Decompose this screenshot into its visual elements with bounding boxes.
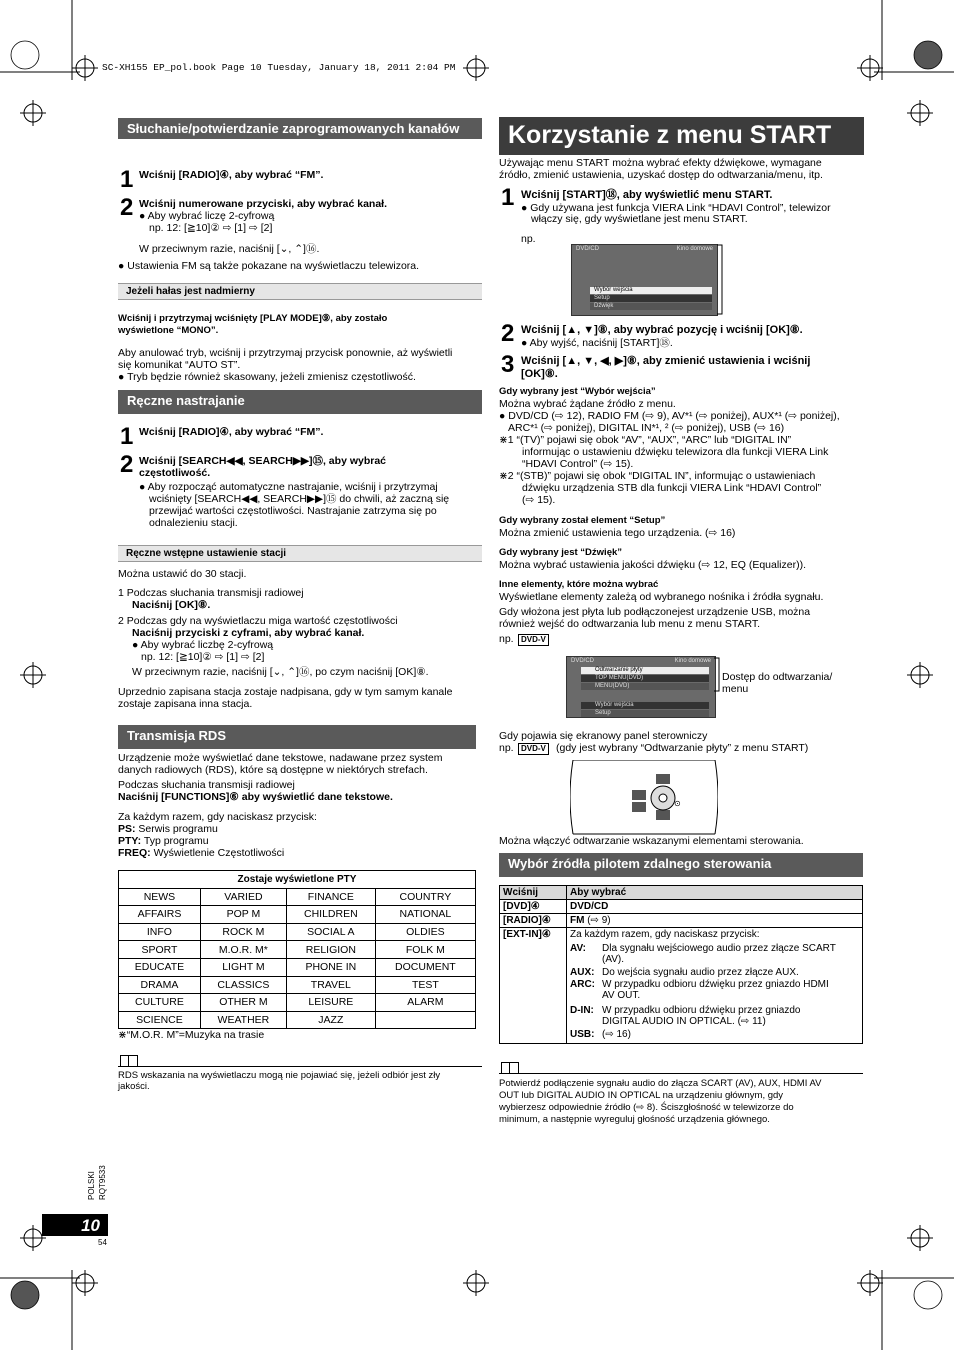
rds-note: jakości.: [118, 1081, 150, 1092]
preset-step: 1 Podczas słuchania transmisji radiowej: [118, 587, 304, 599]
step-bullet: ● Gdy używana jest funkcja VIERA Link “HDAVI Control”, telewizor: [521, 202, 831, 214]
cancel-text: ● Tryb będzie również skasowany, jeżeli zmienisz częstotliwość.: [118, 371, 416, 383]
side-code: RQT9533: [98, 1165, 107, 1200]
step-number: 2: [120, 451, 134, 478]
preset-step: np. 12: [≧10]② ⇨ [1] ⇨ [2]: [141, 651, 265, 663]
rds-text: danych radiowych (RDS), które są dostępne w niektórych strefach.: [118, 764, 428, 776]
pty-cell: SCIENCE: [119, 1011, 201, 1029]
step-note: W przeciwnym razie, naciśnij [⌄, ⌃]⑯.: [139, 243, 320, 255]
pty-cell: RELIGION: [286, 941, 375, 959]
section-title-remote-source: Wybór źródła pilotem zdalnego sterowania: [499, 853, 863, 877]
subheading-manual-preset: Ręczne wstępne ustawienie stacji: [118, 545, 482, 562]
subheading-noise: Jeżeli hałas jest nadmierny: [118, 283, 482, 300]
screen-source: DVD/CD: [571, 658, 595, 664]
rds-ps: PS: Serwis programu: [118, 823, 218, 835]
callout-text: menu: [722, 683, 749, 695]
pty-cell: DOCUMENT: [375, 958, 475, 976]
rds-text: Naciśnij [FUNCTIONS]⑥ aby wyświetlić dane tekstowe.: [118, 791, 393, 803]
step-text: [OK]⑧.: [521, 368, 558, 380]
source-note: wybierzesz odpowiednie źródło (⇨ 8). Ściszgłośność w telewizorze do: [499, 1102, 794, 1113]
pty-cell: PHONE IN: [286, 958, 375, 976]
pty-cell: FINANCE: [286, 888, 375, 906]
when-text: Gdy włożona jest płyta lub podłączonejest urządzenie USB, można: [499, 606, 811, 618]
section-title-preset-listening: Słuchanie/potwierdzanie zaprogramowanych kanałów: [118, 118, 482, 139]
callout-text: Dostęp do odtwarzania/: [722, 671, 833, 683]
overwrite-text: zostaje zapisana inna stacja.: [118, 698, 253, 710]
when-heading: Gdy wybrany jest “Wybór wejścia”: [499, 386, 656, 397]
pty-cell: DRAMA: [119, 976, 201, 994]
menu-item[interactable]: Setup: [590, 295, 712, 302]
pty-cell: ALARM: [375, 994, 475, 1012]
pty-table: [118, 870, 476, 1029]
when-text: informując o ustawieniu dźwięku telewizora dla funkcji VIERA Link: [522, 446, 829, 458]
source-key: [RADIO]④: [500, 914, 567, 928]
rds-note: RDS wskazania na wyświetlaczu mogą nie pojawiać się, jeżeli odbiór jest zły: [118, 1070, 441, 1081]
pty-table-row: [119, 958, 476, 976]
when-text: ⋇2 “(STB)” pojawi się obok “DIGITAL IN”, informując o ustawieniach: [499, 470, 816, 482]
pty-cell: CHILDREN: [286, 906, 375, 924]
step-number: 3: [501, 351, 515, 378]
overwrite-text: Uprzednio zapisana stacja zostaje nadpisana, gdy w tym samym kanale: [118, 686, 453, 698]
when-text: Można wybrać żądane źródło z menu.: [499, 398, 676, 410]
pty-cell: TEST: [375, 976, 475, 994]
pty-cell: [375, 1011, 475, 1029]
pty-cell: WEATHER: [200, 1011, 286, 1029]
preset-step: Naciśnij [OK]⑧.: [132, 599, 211, 611]
when-heading: Gdy wybrany został element “Setup”: [499, 515, 666, 526]
source-note: minimum, a następnie wyreguluj głośność urządzenia głównego.: [499, 1114, 770, 1125]
section-title-manual-tuning: Ręczne nastrajanie: [118, 390, 482, 414]
page-sub-number: 54: [98, 1238, 107, 1247]
menu-item[interactable]: Wybór wejścia: [581, 702, 709, 709]
when-text: ARC*¹ (⇨ poniżej), DIGITAL IN*¹, ² (⇨ poniżej), USB (⇨ 16): [508, 422, 785, 434]
source-table-header: Aby wybrać: [567, 886, 863, 900]
step-text: Wciśnij [▲, ▼, ◀, ▶]⑧, aby zmienić ustawienia i wciśnij: [521, 355, 811, 367]
step-text: Wciśnij [RADIO]④, aby wybrać “FM”.: [139, 169, 324, 181]
rds-text: Za każdym razem, gdy naciskasz przycisk:: [118, 811, 317, 823]
menu-item-selected[interactable]: Odtwarzanie płyty: [581, 667, 709, 674]
pty-cell: JAZZ: [286, 1011, 375, 1029]
start-menu-screen: [571, 244, 718, 316]
pty-cell: OTHER M: [200, 994, 286, 1012]
pty-table-row: [119, 1011, 476, 1029]
screen-brand: Kino domowe: [676, 246, 713, 252]
step-bullet: odnalezieniu stacji.: [149, 517, 238, 529]
screen-frame-mark: [717, 244, 725, 316]
step-text: Wciśnij [SEARCH◀◀, SEARCH▶▶]⑮, aby wybrać: [139, 455, 387, 467]
pty-cell: LIGHT M: [200, 958, 286, 976]
menu-item-selected[interactable]: Wybór wejścia: [590, 287, 712, 294]
step-text: Wciśnij [▲, ▼]⑧, aby wybrać pozycję i wciśnij [OK]⑧.: [521, 324, 803, 336]
disc-menu-screen: [566, 656, 716, 718]
pty-cell: SOCIAL A: [286, 923, 375, 941]
source-value: Za każdym razem, gdy naciskasz przycisk: AV: Dla sygnału wejściowego audio przez złącze SCART (AV). AUX: Do wejścia sygnału audio przez złącze AUX. ARC: W przypadku odbioru dźwięku przez gniazdo HDMI AV OUT. D-IN: W przypadku odbioru dźwięku przez gniazdo DIGITAL AUDIO IN OPTICAL. (⇨ 11) USB: (⇨ 16): [567, 928, 863, 1044]
preset-step: 2 Podczas gdy na wyświetlaczu miga wartość częstotliwości: [118, 615, 398, 627]
pty-table-row: [119, 923, 476, 941]
pty-cell: M.O.R. M*: [200, 941, 286, 959]
step-number: 1: [501, 184, 515, 211]
menu-item[interactable]: MENU(DVD): [581, 683, 709, 690]
pty-cell: VARIED: [200, 888, 286, 906]
pty-table-row: [119, 976, 476, 994]
panel-text: (gdy jest wybrany “Odtwarzanie płyty” z menu START): [556, 742, 809, 754]
when-text: również wejść do odtwarzania lub menu z menu START.: [499, 618, 761, 630]
step-number: 1: [120, 423, 134, 450]
rds-pty: PTY: Typ programu: [118, 835, 209, 847]
panel-text: Można włączyć odtwarzanie wskazanymi elementami sterowania.: [499, 835, 804, 847]
source-note: OUT lub DIGITAL AUDIO IN OPTICAL na urządzeniu głównym, gdy: [499, 1090, 784, 1101]
source-key: [EXT-IN]④: [500, 928, 567, 1044]
when-heading: Inne elementy, które można wybrać: [499, 579, 659, 590]
divider: [499, 1073, 863, 1074]
pty-table-row: [119, 994, 476, 1012]
when-text: ⋇1 “(TV)” pojawi się obok “AV”, “AUX”, “ARC” lub “DIGITAL IN”: [499, 434, 792, 446]
step-number: 1: [120, 166, 134, 193]
cancel-text: się komunikat “AUTO ST”.: [118, 359, 241, 371]
step-text: Wciśnij [RADIO]④, aby wybrać “FM”.: [139, 426, 324, 438]
pty-table-row: [119, 941, 476, 959]
noise-text: Wciśnij i przytrzymaj wciśnięty [PLAY MODE]⑨, aby zostało: [118, 313, 388, 324]
step-number: 2: [120, 194, 134, 221]
step-text: Wciśnij [START]⑱, aby wyświetlić menu START.: [521, 189, 773, 201]
fm-note: ● Ustawienia FM są także pokazane na wyświetlaczu telewizora.: [118, 260, 420, 272]
when-text: Można wybrać ustawienia jakości dźwięku (⇨ 12, EQ (Equalizer)).: [499, 559, 806, 571]
step-text: Wciśnij numerowane przyciski, aby wybrać kanał.: [139, 198, 388, 210]
when-text: (⇨ 15).: [522, 494, 556, 506]
step-bullet: np. 12: [≧10]② ⇨ [1] ⇨ [2]: [149, 222, 273, 234]
file-header: SC-XH155 EP_pol.book Page 10 Tuesday, January 18, 2011 2:04 PM: [102, 62, 456, 73]
page-title: Korzystanie z menu START: [499, 117, 864, 155]
when-text: ● DVD/CD (⇨ 12), RADIO FM (⇨ 9), AV*¹ (⇨ poniżej), AUX*¹ (⇨ poniżej),: [499, 410, 840, 422]
source-table-header: Wciśnij: [500, 886, 567, 900]
pty-cell: INFO: [119, 923, 201, 941]
dvdv-badge: DVD-V: [518, 743, 549, 755]
step-bullet: wciśnięty [SEARCH◀◀, SEARCH▶▶]⑮ do chwili, aż zaczną się: [149, 493, 450, 505]
menu-item[interactable]: TOP MENU(DVD): [581, 675, 709, 682]
control-panel-illustration: [570, 760, 718, 835]
source-value: DVD/CD: [567, 900, 863, 914]
panel-text: Gdy pojawia się ekranowy panel sterowniczy: [499, 730, 708, 742]
pty-table-row: [119, 906, 476, 924]
step-number: 2: [501, 320, 515, 347]
intro-text: Używając menu START można wybrać efekty dźwiękowe, wymagane: [499, 157, 822, 169]
pty-cell: ROCK M: [200, 923, 286, 941]
step-bullet: włączy się, gdy wyświetlane jest menu START.: [531, 213, 748, 225]
screen-source: DVD/CD: [576, 246, 600, 252]
pty-cell: NEWS: [119, 888, 201, 906]
rds-freq: FREQ: Wyświetlenie Częstotliwości: [118, 847, 285, 859]
source-note: Potwierdź podłączenie sygnału audio do złącza SCART (AV), AUX, HDMI AV: [499, 1078, 822, 1089]
step-text: częstotliwość.: [139, 467, 211, 479]
preset-step: Naciśnij przyciski z cyframi, aby wybrać kanał.: [132, 627, 365, 639]
pty-cell: SPORT: [119, 941, 201, 959]
when-heading: Gdy wybrany jest “Dźwięk”: [499, 547, 623, 558]
pty-cell: OLDIES: [375, 923, 475, 941]
eg-label: np.: [521, 233, 536, 245]
preset-step: W przeciwnym razie, naciśnij [⌄, ⌃]⑯, po czym naciśnij [OK]⑧.: [132, 666, 429, 678]
menu-item[interactable]: Setup: [581, 710, 709, 717]
screen-brand: Kino domowe: [674, 658, 711, 664]
intro-text: źródło, zmienić ustawienia, uzyskać dostęp do odtwarzania/menu, itp.: [499, 169, 823, 181]
dvdv-badge: DVD-V: [518, 634, 549, 646]
pty-table-title: Zostaje wyświetlone PTY: [119, 871, 476, 889]
pty-footnote: ⋇“M.O.R. M”=Muzyka na trasie: [118, 1029, 265, 1041]
source-table: [499, 885, 863, 1044]
section-title-rds: Transmisja RDS: [118, 725, 476, 749]
source-value: FM (⇨ 9): [567, 914, 863, 928]
when-text: dźwięku urządzenia STB dla funkcji VIERA Link “HDAVI Control”: [522, 482, 822, 494]
pty-cell: AFFAIRS: [119, 906, 201, 924]
step-bullet: przewijać wartości częstotliwości. Nastrajanie zatrzyma się po: [149, 505, 437, 517]
pty-table-row: [119, 888, 476, 906]
when-text: Można zmienić ustawienia tego urządzenia. (⇨ 16): [499, 527, 736, 539]
step-bullet: ● Aby wyjść, naciśnij [START]⑱.: [521, 337, 673, 349]
cancel-text: Aby anulować tryb, wciśnij i przytrzymaj przycisk ponownie, aż wyświetli: [118, 347, 453, 359]
when-text: Wyświetlane elementy zależą od wybranego nośnika i źródła sygnału.: [499, 591, 824, 603]
rds-text: Urządzenie może wyświetlać dane tekstowe, nadawane przez system: [118, 752, 443, 764]
noise-text: wyświetlone “MONO”.: [118, 325, 219, 336]
pty-cell: LEISURE: [286, 994, 375, 1012]
svg-text:⊙: ⊙: [674, 799, 681, 808]
menu-item[interactable]: Dźwięk: [590, 303, 712, 310]
rds-text: Podczas słuchania transmisji radiowej: [118, 779, 295, 791]
pty-cell: EDUCATE: [119, 958, 201, 976]
eg-label: np.: [499, 633, 514, 645]
pty-cell: COUNTRY: [375, 888, 475, 906]
pty-cell: CULTURE: [119, 994, 201, 1012]
step-bullet: ● Aby rozpocząć automatyczne nastrajanie, wciśnij i przytrzymaj: [139, 481, 438, 493]
side-language: POLSKI: [87, 1171, 96, 1200]
pty-cell: FOLK M: [375, 941, 475, 959]
pty-cell: NATIONAL: [375, 906, 475, 924]
preset-step: ● Aby wybrać liczbę 2-cyfrową: [132, 639, 274, 651]
page-number-box: [42, 1214, 108, 1236]
source-key: [DVD]④: [500, 900, 567, 914]
when-text: “HDAVI Control” (⇨ 15).: [522, 458, 634, 470]
page-number: 10: [81, 1216, 100, 1235]
panel-text: np.: [499, 742, 514, 754]
preset-text: Można ustawić do 30 stacji.: [118, 568, 247, 580]
divider: [118, 1066, 482, 1067]
step-bullet: ● Aby wybrać liczę 2-cyfrową: [139, 210, 275, 222]
pty-cell: CLASSICS: [200, 976, 286, 994]
pty-cell: POP M: [200, 906, 286, 924]
pty-cell: TRAVEL: [286, 976, 375, 994]
